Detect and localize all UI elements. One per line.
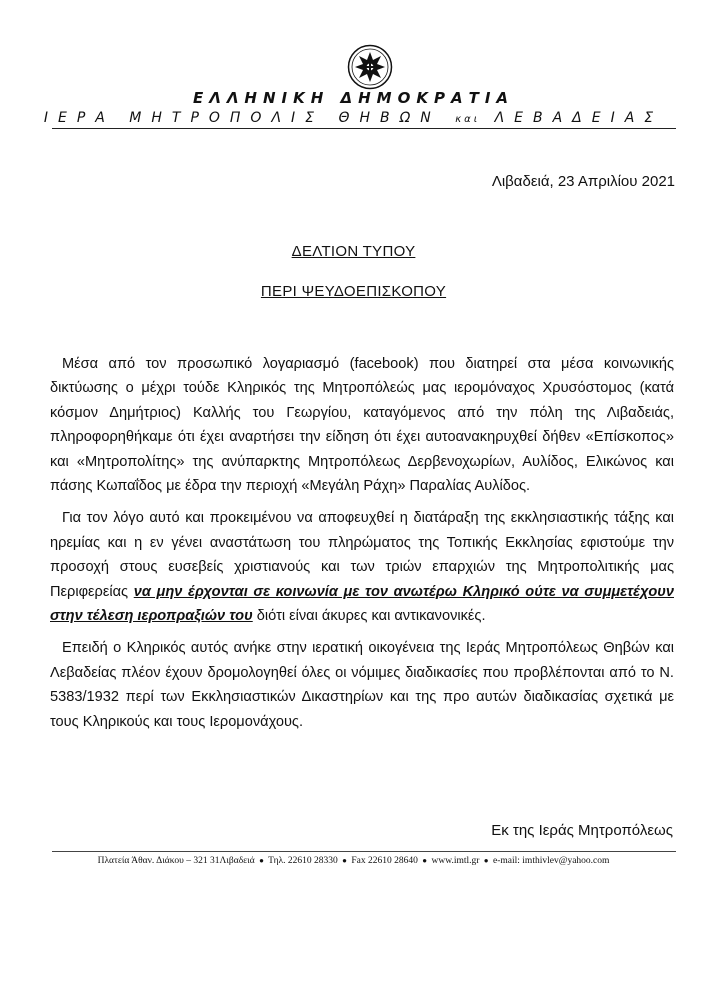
footer-separator: ●	[422, 856, 428, 865]
footer-phone: Τηλ. 22610 28330	[268, 856, 338, 866]
header-state-name: ΕΛΛΗΝΙΚΗ ΔΗΜΟΚΡΑΤΙΑ	[192, 89, 515, 107]
document-subtitle: ΠΕΡΙ ΨΕΥΔΟΕΠΙΣΚΟΠΟΥ	[260, 283, 447, 300]
paragraph-2-start: Για τον λόγο αυτό και προκειμένου να αποφευχθεί η διατάραξη της εκκλησιαστικής τάξης και ηρεμίας και η εν γένει αναστάτωση του πληρώματος της Τοπικής Εκκλησίας εφιστούμε την προσοχή στους ευσεβείς χριστιανούς και των τριών επαρχιών της Μητροπολιτικής μας Περιφερείας	[50, 510, 674, 600]
document-body	[50, 352, 674, 742]
paragraph-1: Μέσα από τον προσωπικό λογαριασμό (facebook) που διατηρεί στα μέσα κοινωνικής δικτύωσης ο μέχρι τούδε Κληρικός της Μητροπόλεώς μας ιερομόναχος Χρυσόστομος (κατά κόσμον Δημήτριος) Καλλής του Γεωργίου, καταγόμενος από την πόλη της Λιβαδειάς, πληροφορηθήκαμε ότι έχει αναρτήσει την είδηση ότι έχει αυτοανακηρυχθεί δήθεν «Επίσκοπος» και «Μητροπολίτης» της ανύπαρκτης Μητροπόλεως Δερβενοχωρίων, Αυλίδος, Ελικώνος και πάσης Κωπαΐδος με έδρα την περιοχή «Μεγάλη Ράχη» Παραλίας Αυλίδος.	[50, 356, 674, 495]
footer-website: www.imtl.gr	[431, 856, 480, 866]
footer-separator: ●	[342, 856, 348, 865]
header-metropolis-part-a: ΙΕΡΑ ΜΗΤΡΟΠΟΛΙΣ ΘΗΒΩΝ	[43, 110, 441, 126]
footer-contact	[0, 856, 707, 866]
footer-fax: Fax 22610 28640	[351, 856, 418, 866]
footer-separator: ●	[483, 856, 489, 865]
document-title: ΔΕΛΤΙΟΝ ΤΥΠΟΥ	[291, 243, 416, 260]
header-metropolis-part-b: ΛΕΒΑΔΕΙΑΣ	[494, 110, 664, 126]
paragraph-2-end: διότι είναι άκυρες και αντικανονικές.	[252, 608, 486, 625]
footer-email: e-mail: imthivlev@yahoo.com	[493, 856, 610, 866]
footer-divider	[52, 851, 676, 852]
paragraph-3: Επειδή ο Κληρικός αυτός ανήκε στην ιερατική οικογένεια της Ιεράς Μητροπόλεως Θηβών και Λεβαδείας πλέον έχουν δρομολογηθεί όλες οι νόμιμες διαδικασίες που προβλέπονται από το Ν. 5383/1932 περί των Εκκλησιαστικών Δικαστηρίων και της προ αυτών διαδικασίας σχετικά με τους Κληρικούς και τους Ιερομονάχους.	[50, 640, 674, 730]
seal-icon	[347, 44, 393, 90]
footer-separator: ●	[259, 856, 264, 865]
header-metropolis-name	[0, 110, 707, 126]
document-date: Λιβαδειά, 23 Απριλίου 2021	[491, 173, 675, 190]
header-divider	[52, 128, 676, 129]
footer-address: Πλατεία Άθαν. Διάκου – 321 31Λιβαδειά	[97, 856, 255, 866]
paragraph-2-emphasis: να μην έρχονται σε κοινωνία με τον ανωτέρω Κληρικό ούτε να συμμετέχουν στην τέλεση ιεροπραξιών του	[50, 583, 674, 625]
signature: Εκ της Ιεράς Μητροπόλεως	[491, 822, 673, 839]
header-metropolis-kai: και	[455, 114, 481, 125]
paragraph-2	[50, 506, 674, 628]
